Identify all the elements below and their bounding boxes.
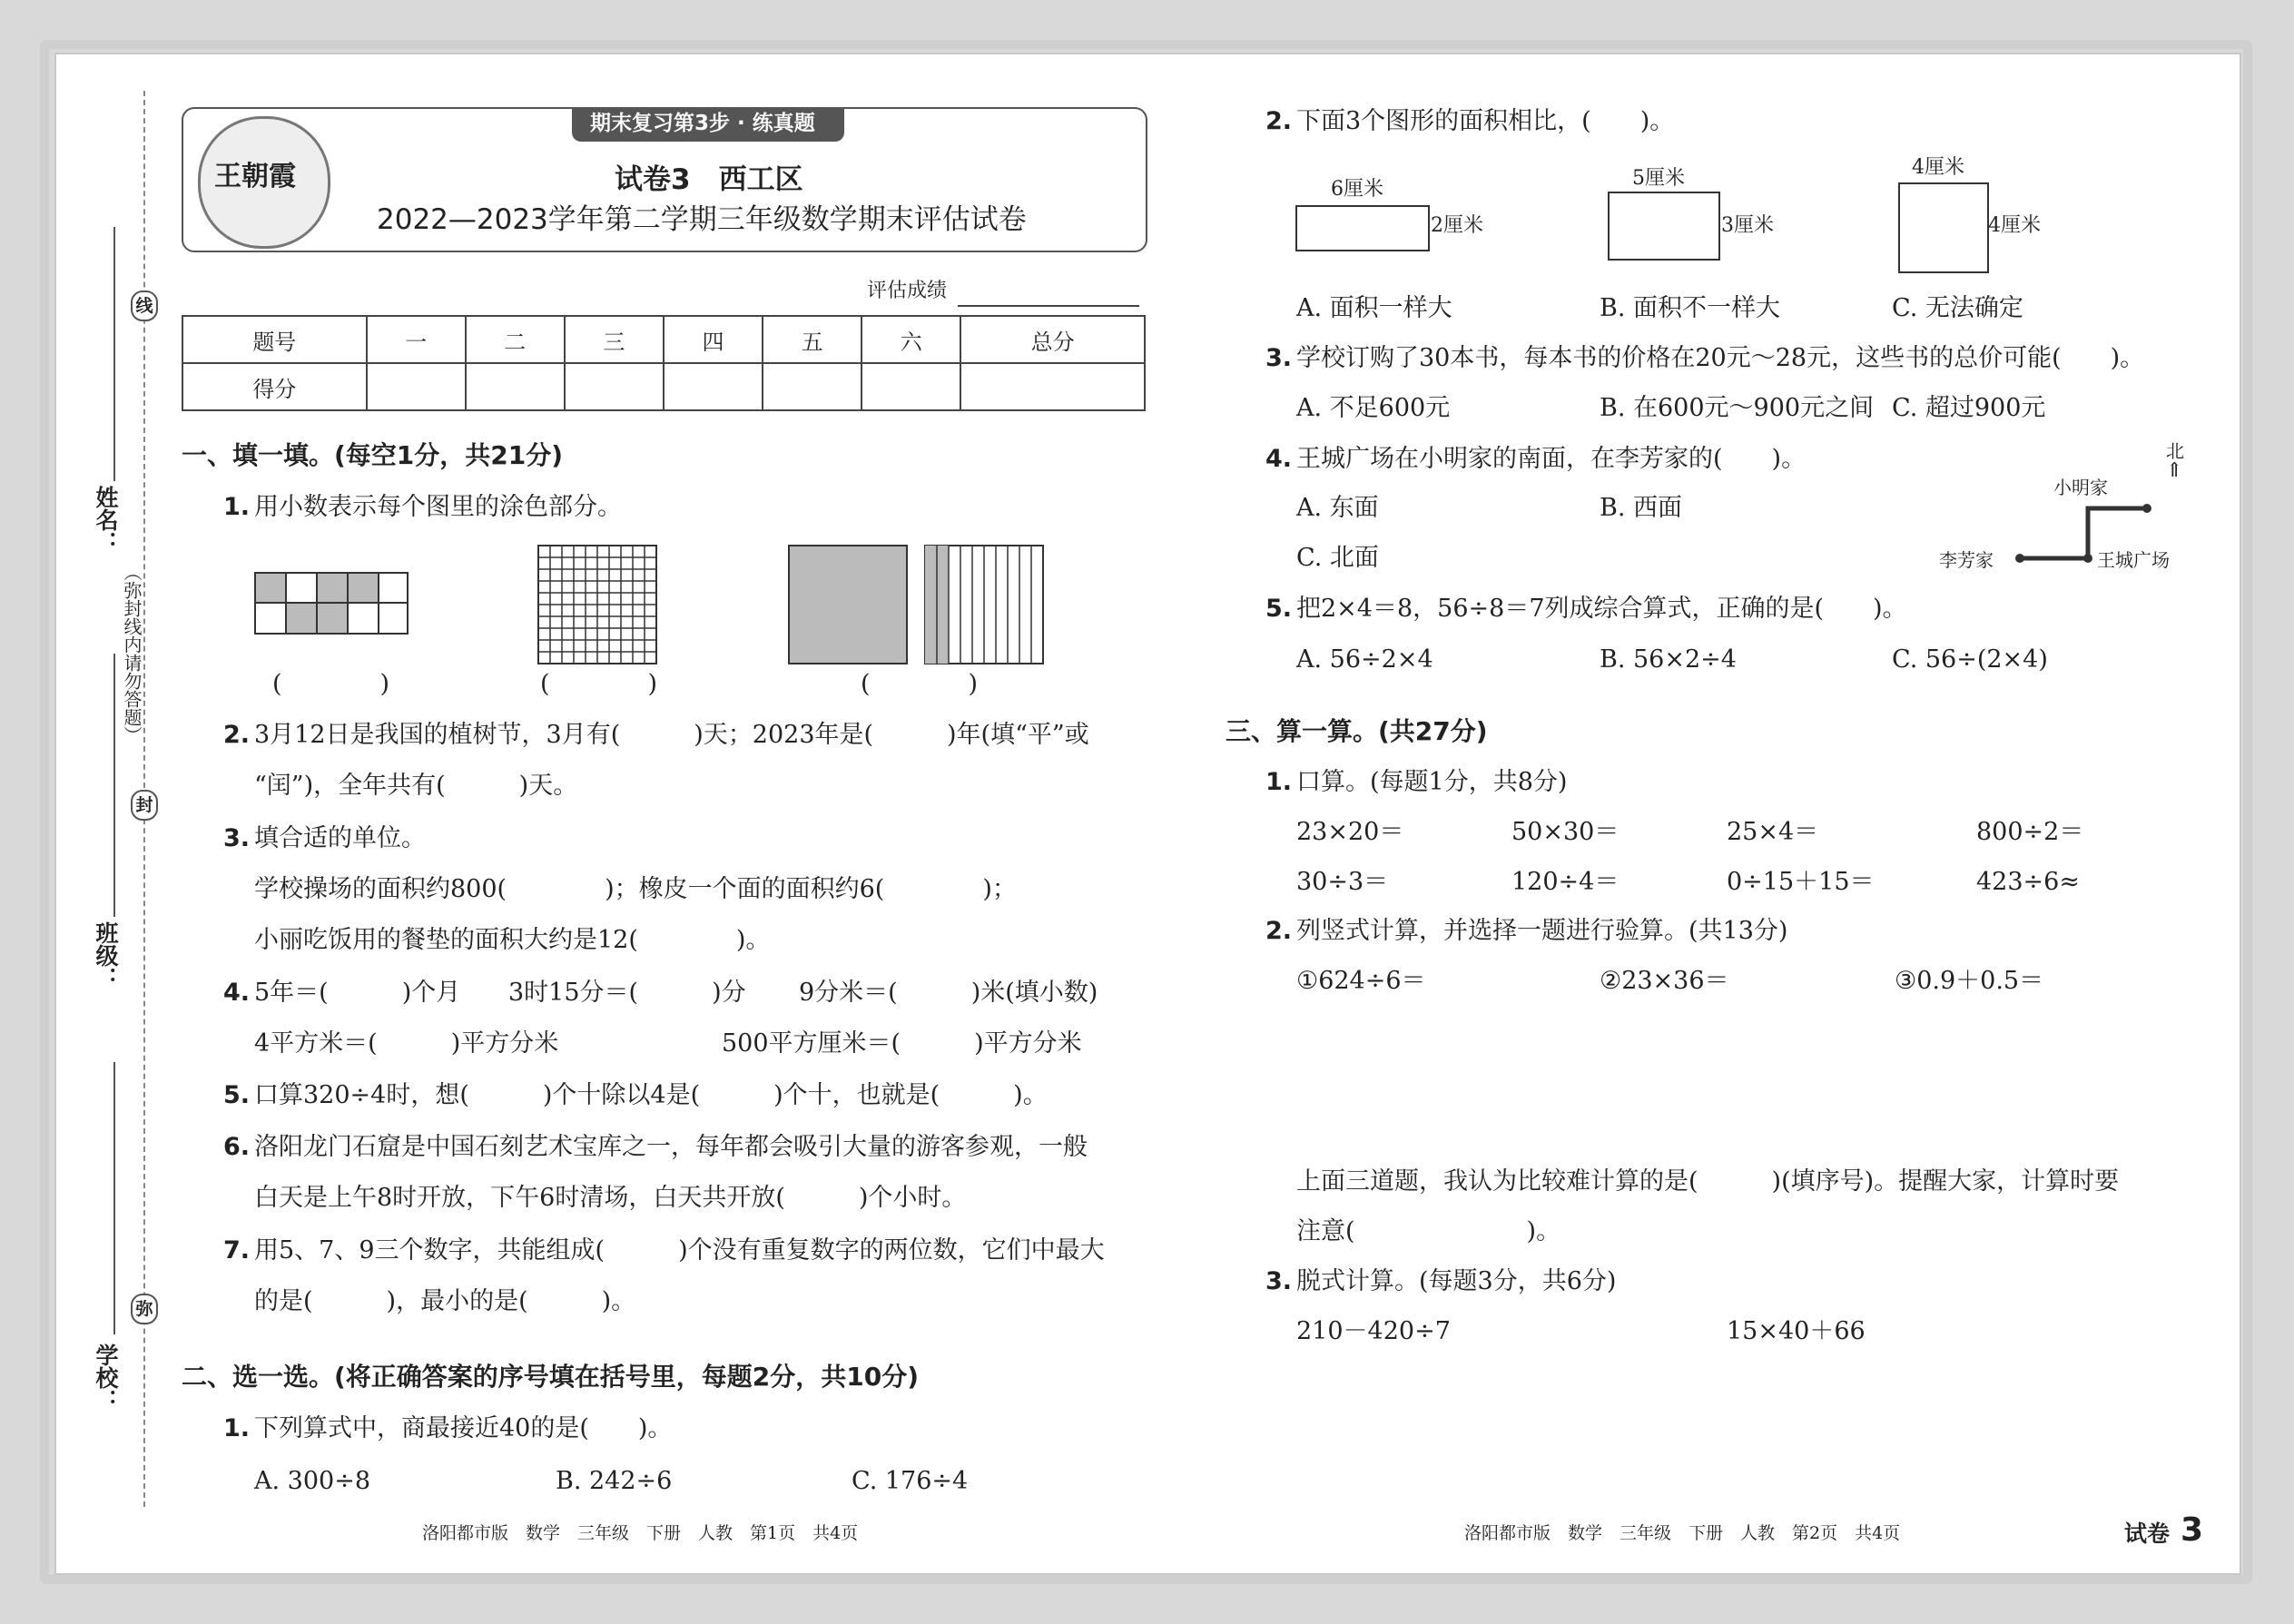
s3-q1-item: 423÷6≈ — [1976, 868, 2080, 896]
rect2-width-label: 5厘米 — [1632, 167, 1685, 190]
s3-q1-item: 23×20＝ — [1296, 818, 1404, 846]
binding-mark-feng: 封 — [131, 790, 158, 821]
s2-q1-option-a[interactable]: A. 300÷8 — [254, 1467, 370, 1495]
score-cell[interactable] — [664, 363, 763, 410]
paper-subtitle: 2022—2023学年第二学期三年级数学期末评估试卷 — [377, 203, 1027, 236]
binding-mark-xian: 线 — [131, 290, 158, 321]
s1-q3-line1: 学校操场的面积约800( )；橡皮一个面的面积约6( )； — [254, 875, 1017, 903]
s2-q2-num: 2. — [1265, 107, 1293, 135]
s2-q1-num: 1. — [223, 1414, 251, 1442]
s2-q4-option-b[interactable]: B. 西面 — [1600, 494, 1683, 522]
s1-q6-line2: 白天是上午8时开放，下午6时清场，白天共开放( )个小时。 — [254, 1184, 967, 1212]
s1-q7-num: 7. — [223, 1236, 251, 1265]
s3-q2-line2: 注意( )。 — [1296, 1217, 1561, 1245]
s2-q5-option-a[interactable]: A. 56÷2×4 — [1296, 645, 1433, 674]
s1-q7-line1: 用5、7、9三个数字，共能组成( )个没有重复数字的两位数，它们中最大 — [254, 1236, 1105, 1265]
rect-5x3 — [1608, 192, 1720, 261]
s1-q3-line2: 小丽吃饭用的餐垫的面积大约是12( )。 — [254, 926, 771, 954]
score-header: 二 — [466, 316, 565, 363]
s2-q3-option-c[interactable]: C. 超过900元 — [1892, 394, 2046, 422]
score-table — [182, 315, 1146, 411]
map-xiaoming: 小明家 — [2053, 477, 2108, 498]
score-cell[interactable] — [367, 363, 466, 410]
s2-q5-option-b[interactable]: B. 56×2÷4 — [1600, 645, 1737, 674]
square-4x4 — [1898, 182, 1989, 273]
score-header: 题号 — [182, 316, 367, 363]
score-cell[interactable] — [861, 363, 960, 410]
score-line — [958, 305, 1139, 307]
name-line — [113, 227, 115, 481]
s2-q5-option-c[interactable]: C. 56÷(2×4) — [1892, 645, 2048, 674]
s1-q1-blank-1[interactable]: ( ) — [272, 670, 390, 698]
paper-title: 试卷3 西工区 — [615, 163, 803, 196]
score-cell[interactable] — [763, 363, 861, 410]
square-height-label: 4厘米 — [1988, 214, 2041, 237]
s1-q1-num: 1. — [223, 493, 251, 521]
map-north-label: 北 — [2166, 440, 2184, 462]
section3-title: 三、算一算。(共27分) — [1226, 716, 1488, 746]
s1-q6-num: 6. — [223, 1133, 251, 1161]
binding-mark-mi: 弥 — [131, 1294, 158, 1324]
s3-q1-item: 25×4＝ — [1727, 818, 1819, 846]
s1-q2-line2: “闰”)，全年共有( )天。 — [254, 772, 578, 800]
score-header: 总分 — [960, 316, 1145, 363]
s1-q6-line1: 洛阳龙门石窟是中国石刻艺术宝库之一，每年都会吸引大量的游客参观，一般 — [254, 1133, 1088, 1161]
score-label: 评估成绩 — [867, 280, 948, 302]
rect2-height-label: 3厘米 — [1721, 214, 1774, 237]
s3-q1-item: 30÷3＝ — [1296, 868, 1389, 896]
s1-q4-e: 500平方厘米＝( )平方分米 — [722, 1029, 1082, 1058]
figure-grid-10x10 — [537, 545, 657, 664]
rect-6x2 — [1295, 205, 1430, 251]
s1-q5-text: 口算320÷4时，想( )个十除以4是( )个十，也就是( )。 — [254, 1081, 1048, 1109]
s1-q4-b: 3时15分＝( )分 — [508, 979, 746, 1007]
s3-q2-work-area[interactable] — [1296, 1008, 2186, 1153]
s1-q2-num: 2. — [223, 721, 251, 749]
binding-note: （弥封线内请勿答题） — [121, 563, 143, 744]
score-header: 六 — [861, 316, 960, 363]
s2-q4-option-c[interactable]: C. 北面 — [1296, 544, 1379, 572]
s2-q5-text: 把2×4＝8，56÷8＝7列成综合算式，正确的是( )。 — [1296, 595, 1907, 623]
score-cell[interactable] — [565, 363, 664, 410]
s1-q5-num: 5. — [223, 1081, 251, 1109]
s2-q4-num: 4. — [1265, 445, 1293, 473]
s3-q1-item: 50×30＝ — [1511, 818, 1620, 846]
s3-q1-item: 0÷15＋15＝ — [1727, 868, 1875, 896]
map-wangcheng: 王城广场 — [2097, 549, 2170, 571]
school-line — [113, 1062, 115, 1334]
s2-q4-option-a[interactable]: A. 东面 — [1296, 494, 1379, 522]
s3-q2-text: 列竖式计算，并选择一题进行验算。(共13分) — [1296, 917, 1788, 945]
s2-q3-text: 学校订购了30本书，每本书的价格在20元～28元，这些书的总价可能( )。 — [1296, 344, 2145, 372]
s3-q2-item: ②23×36＝ — [1600, 967, 1729, 995]
map-north-arrow: ⇑ — [2166, 459, 2183, 482]
s2-q2-option-a[interactable]: A. 面积一样大 — [1296, 294, 1452, 322]
section2-title: 二、选一选。(将正确答案的序号填在括号里，每题2分，共10分) — [182, 1362, 920, 1392]
s3-q3-item: 15×40＋66 — [1727, 1317, 1866, 1345]
section1-title: 一、填一填。(每空1分，共21分) — [182, 440, 564, 470]
s3-q2-item: ③0.9＋0.5＝ — [1895, 967, 2044, 995]
s2-q3-num: 3. — [1265, 344, 1293, 372]
banner-text: 期末复习第3步 · 练真题 — [590, 112, 815, 135]
score-row-label: 得分 — [182, 363, 367, 410]
s3-q1-item: 800÷2＝ — [1976, 818, 2084, 846]
s1-q3-text: 填合适的单位。 — [254, 824, 426, 852]
s1-q1-blank-3[interactable]: ( ) — [861, 670, 979, 698]
s2-q1-option-c[interactable]: C. 176÷4 — [852, 1467, 969, 1495]
s1-q4-d: 4平方米＝( )平方分米 — [254, 1029, 559, 1058]
s1-q2-line1: 3月12日是我国的植树节，3月有( )天；2023年是( )年(填“平”或 — [254, 721, 1089, 749]
paper-number: 3 — [2181, 1511, 2204, 1549]
score-header: 三 — [565, 316, 664, 363]
s2-q3-option-a[interactable]: A. 不足600元 — [1296, 394, 1451, 422]
score-cell[interactable] — [466, 363, 565, 410]
score-header: 五 — [763, 316, 861, 363]
map-lifang: 李芳家 — [1939, 549, 1994, 571]
score-cell[interactable] — [960, 363, 1145, 410]
paper-label: 试卷 — [2124, 1521, 2171, 1547]
s3-q1-text: 口算。(每题1分，共8分) — [1296, 768, 1568, 796]
rect1-height-label: 2厘米 — [1431, 214, 1483, 237]
s2-q3-option-b[interactable]: B. 在600元～900元之间 — [1600, 394, 1875, 422]
s3-q2-num: 2. — [1265, 917, 1293, 945]
s1-q4-num: 4. — [223, 979, 251, 1007]
name-label: 姓名： — [93, 486, 119, 554]
s1-q4-a: 5年＝( )个月 — [254, 979, 461, 1007]
s3-q3-num: 3. — [1265, 1267, 1293, 1295]
s3-q2-item: ①624÷6＝ — [1296, 967, 1426, 995]
square-width-label: 4厘米 — [1912, 156, 1964, 179]
s1-q1-text: 用小数表示每个图里的涂色部分。 — [254, 493, 622, 521]
s1-q1-blank-2[interactable]: ( ) — [540, 670, 658, 698]
score-header: 四 — [664, 316, 763, 363]
s2-q2-option-c[interactable]: C. 无法确定 — [1892, 294, 2023, 322]
s2-q1-text: 下列算式中，商最接近40的是( )。 — [254, 1414, 673, 1442]
score-header: 一 — [367, 316, 466, 363]
figure-grid-2x6 — [254, 572, 409, 635]
s2-q2-text: 下面3个图形的面积相比，( )。 — [1296, 107, 1675, 135]
figure-shaded-squares — [788, 545, 1044, 666]
footer-right: 洛阳都市版 数学 三年级 下册 人教 第2页 共4页 — [1464, 1523, 1901, 1543]
school-label: 学校： — [93, 1343, 119, 1412]
s3-q3-text: 脱式计算。(每题3分，共6分) — [1296, 1267, 1617, 1295]
logo-text: 王朝霞 — [214, 161, 296, 192]
s2-q4-text: 王城广场在小明家的南面，在李芳家的( )。 — [1296, 445, 1807, 473]
s2-q5-num: 5. — [1265, 595, 1293, 623]
class-line — [113, 654, 115, 917]
rect1-width-label: 6厘米 — [1331, 178, 1383, 201]
s2-q1-option-b[interactable]: B. 242÷6 — [556, 1467, 673, 1495]
s1-q4-c: 9分米＝( )米(填小数) — [799, 979, 1098, 1007]
s3-q2-line1: 上面三道题，我认为比较难计算的是( )(填序号)。提醒大家，计算时要 — [1296, 1167, 2120, 1196]
s3-q3-item: 210－420÷7 — [1296, 1317, 1451, 1345]
exam-sheet — [54, 53, 2241, 1575]
footer-left: 洛阳都市版 数学 三年级 下册 人教 第1页 共4页 — [422, 1523, 859, 1543]
s3-q1-item: 120÷4＝ — [1511, 868, 1620, 896]
s2-q2-option-b[interactable]: B. 面积不一样大 — [1600, 294, 1781, 322]
s1-q7-line2: 的是( )，最小的是( )。 — [254, 1287, 636, 1315]
s1-q3-num: 3. — [223, 824, 251, 852]
s3-q1-num: 1. — [1265, 768, 1293, 796]
class-label: 班级： — [93, 921, 119, 989]
